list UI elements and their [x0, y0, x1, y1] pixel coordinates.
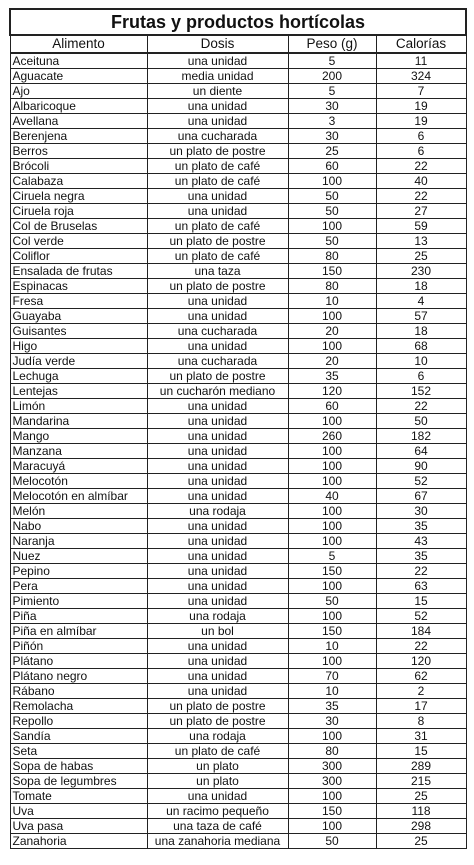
cell-weight: 100 — [288, 729, 376, 744]
cell-food: Uva — [10, 804, 147, 819]
cell-calories: 4 — [376, 294, 466, 309]
cell-calories: 230 — [376, 264, 466, 279]
cell-calories: 289 — [376, 759, 466, 774]
cell-food: Uva pasa — [10, 819, 147, 834]
cell-weight: 120 — [288, 384, 376, 399]
cell-food: Lechuga — [10, 369, 147, 384]
cell-calories: 13 — [376, 234, 466, 249]
cell-weight: 30 — [288, 714, 376, 729]
cell-food: Ciruela roja — [10, 204, 147, 219]
cell-calories: 10 — [376, 354, 466, 369]
cell-dose: un racimo pequeño — [147, 804, 288, 819]
cell-dose: una unidad — [147, 459, 288, 474]
cell-dose: una unidad — [147, 639, 288, 654]
cell-weight: 100 — [288, 819, 376, 834]
cell-food: Sandía — [10, 729, 147, 744]
cell-calories: 22 — [376, 189, 466, 204]
table-row — [10, 474, 466, 489]
cell-dose: una cucharada — [147, 354, 288, 369]
cell-weight: 80 — [288, 249, 376, 264]
cell-dose: una taza — [147, 264, 288, 279]
cell-food: Calabaza — [10, 174, 147, 189]
cell-dose: un plato de postre — [147, 279, 288, 294]
cell-calories: 6 — [376, 129, 466, 144]
cell-calories: 31 — [376, 729, 466, 744]
cell-calories: 15 — [376, 594, 466, 609]
table-row — [10, 53, 466, 69]
table-row — [10, 204, 466, 219]
table-row — [10, 834, 466, 849]
cell-weight: 50 — [288, 594, 376, 609]
cell-dose: un plato de postre — [147, 144, 288, 159]
cell-calories: 2 — [376, 684, 466, 699]
cell-food: Guisantes — [10, 324, 147, 339]
cell-weight: 50 — [288, 234, 376, 249]
table-row — [10, 444, 466, 459]
table-row — [10, 579, 466, 594]
cell-weight: 100 — [288, 414, 376, 429]
cell-calories: 15 — [376, 744, 466, 759]
cell-weight: 100 — [288, 789, 376, 804]
cell-dose: una unidad — [147, 594, 288, 609]
cell-weight: 50 — [288, 189, 376, 204]
cell-food: Sopa de habas — [10, 759, 147, 774]
cell-food: Piña — [10, 609, 147, 624]
cell-food: Zanahoria — [10, 834, 147, 849]
header-dose: Dosis — [147, 35, 288, 53]
cell-dose: un bol — [147, 624, 288, 639]
table-row — [10, 279, 466, 294]
table-row — [10, 654, 466, 669]
cell-weight: 20 — [288, 324, 376, 339]
table-row — [10, 744, 466, 759]
cell-weight: 100 — [288, 174, 376, 189]
cell-weight: 150 — [288, 564, 376, 579]
cell-food: Tomate — [10, 789, 147, 804]
cell-dose: un plato de postre — [147, 234, 288, 249]
cell-weight: 25 — [288, 144, 376, 159]
cell-weight: 80 — [288, 279, 376, 294]
table-row — [10, 324, 466, 339]
table-row — [10, 189, 466, 204]
cell-weight: 100 — [288, 534, 376, 549]
cell-food: Rábano — [10, 684, 147, 699]
cell-weight: 260 — [288, 429, 376, 444]
table-row — [10, 789, 466, 804]
table-row — [10, 144, 466, 159]
cell-food: Plátano negro — [10, 669, 147, 684]
cell-weight: 5 — [288, 53, 376, 69]
cell-calories: 22 — [376, 564, 466, 579]
cell-weight: 10 — [288, 684, 376, 699]
cell-dose: media unidad — [147, 69, 288, 84]
cell-dose: una unidad — [147, 114, 288, 129]
cell-dose: un plato — [147, 774, 288, 789]
cell-food: Col verde — [10, 234, 147, 249]
table-row — [10, 114, 466, 129]
cell-dose: una unidad — [147, 789, 288, 804]
cell-dose: un plato de café — [147, 219, 288, 234]
table-row — [10, 354, 466, 369]
table-row — [10, 609, 466, 624]
cell-food: Melocotón en almíbar — [10, 489, 147, 504]
cell-dose: una unidad — [147, 294, 288, 309]
cell-weight: 100 — [288, 444, 376, 459]
cell-calories: 59 — [376, 219, 466, 234]
cell-dose: una unidad — [147, 189, 288, 204]
table-row — [10, 504, 466, 519]
cell-dose: una unidad — [147, 534, 288, 549]
table-row — [10, 309, 466, 324]
cell-calories: 30 — [376, 504, 466, 519]
nutrition-table-sheet — [9, 8, 465, 849]
cell-food: Berenjena — [10, 129, 147, 144]
cell-dose: una unidad — [147, 429, 288, 444]
cell-calories: 18 — [376, 279, 466, 294]
table-row — [10, 249, 466, 264]
cell-weight: 10 — [288, 639, 376, 654]
cell-food: Espinacas — [10, 279, 147, 294]
table-body — [10, 53, 466, 849]
cell-calories: 22 — [376, 399, 466, 414]
cell-dose: una unidad — [147, 654, 288, 669]
table-row — [10, 369, 466, 384]
cell-calories: 52 — [376, 609, 466, 624]
cell-food: Pepino — [10, 564, 147, 579]
cell-weight: 50 — [288, 204, 376, 219]
cell-calories: 7 — [376, 84, 466, 99]
cell-dose: una rodaja — [147, 504, 288, 519]
cell-weight: 100 — [288, 654, 376, 669]
table-row — [10, 219, 466, 234]
cell-food: Piña en almíbar — [10, 624, 147, 639]
cell-dose: una cucharada — [147, 129, 288, 144]
header-row — [10, 35, 466, 53]
cell-calories: 18 — [376, 324, 466, 339]
cell-dose: una taza de café — [147, 819, 288, 834]
cell-dose: un plato de café — [147, 249, 288, 264]
table-row — [10, 234, 466, 249]
cell-calories: 67 — [376, 489, 466, 504]
cell-weight: 200 — [288, 69, 376, 84]
cell-weight: 100 — [288, 459, 376, 474]
cell-calories: 11 — [376, 53, 466, 69]
cell-food: Lentejas — [10, 384, 147, 399]
cell-calories: 25 — [376, 789, 466, 804]
cell-dose: una unidad — [147, 414, 288, 429]
header-calories: Calorías — [376, 35, 466, 53]
cell-dose: un plato de café — [147, 159, 288, 174]
cell-dose: un diente — [147, 84, 288, 99]
cell-dose: una unidad — [147, 474, 288, 489]
nutrition-table — [9, 8, 467, 849]
cell-calories: 215 — [376, 774, 466, 789]
cell-weight: 100 — [288, 609, 376, 624]
cell-weight: 100 — [288, 579, 376, 594]
cell-food: Aguacate — [10, 69, 147, 84]
cell-calories: 25 — [376, 249, 466, 264]
cell-calories: 8 — [376, 714, 466, 729]
cell-dose: una unidad — [147, 579, 288, 594]
table-row — [10, 594, 466, 609]
cell-calories: 35 — [376, 519, 466, 534]
table-row — [10, 819, 466, 834]
table-row — [10, 69, 466, 84]
cell-food: Col de Bruselas — [10, 219, 147, 234]
table-row — [10, 564, 466, 579]
cell-dose: una unidad — [147, 489, 288, 504]
cell-calories: 182 — [376, 429, 466, 444]
cell-calories: 152 — [376, 384, 466, 399]
cell-dose: una unidad — [147, 399, 288, 414]
cell-dose: un plato de café — [147, 744, 288, 759]
cell-food: Albaricoque — [10, 99, 147, 114]
cell-weight: 10 — [288, 294, 376, 309]
cell-food: Maracuyá — [10, 459, 147, 474]
cell-weight: 30 — [288, 129, 376, 144]
cell-food: Ciruela negra — [10, 189, 147, 204]
cell-dose: una unidad — [147, 669, 288, 684]
cell-food: Brócoli — [10, 159, 147, 174]
cell-weight: 150 — [288, 624, 376, 639]
cell-weight: 3 — [288, 114, 376, 129]
table-row — [10, 339, 466, 354]
table-row — [10, 759, 466, 774]
table-row — [10, 414, 466, 429]
cell-dose: una unidad — [147, 444, 288, 459]
cell-weight: 60 — [288, 399, 376, 414]
cell-calories: 22 — [376, 159, 466, 174]
cell-weight: 300 — [288, 774, 376, 789]
cell-dose: una unidad — [147, 684, 288, 699]
cell-food: Nabo — [10, 519, 147, 534]
cell-calories: 17 — [376, 699, 466, 714]
table-row — [10, 549, 466, 564]
cell-food: Repollo — [10, 714, 147, 729]
cell-food: Remolacha — [10, 699, 147, 714]
cell-food: Plátano — [10, 654, 147, 669]
table-row — [10, 384, 466, 399]
cell-dose: un cucharón mediano — [147, 384, 288, 399]
cell-dose: una unidad — [147, 339, 288, 354]
cell-calories: 50 — [376, 414, 466, 429]
cell-dose: un plato de postre — [147, 699, 288, 714]
cell-weight: 80 — [288, 744, 376, 759]
cell-food: Ensalada de frutas — [10, 264, 147, 279]
cell-food: Melocotón — [10, 474, 147, 489]
cell-food: Coliflor — [10, 249, 147, 264]
cell-food: Avellana — [10, 114, 147, 129]
cell-weight: 100 — [288, 219, 376, 234]
cell-food: Higo — [10, 339, 147, 354]
table-row — [10, 294, 466, 309]
cell-food: Aceituna — [10, 53, 147, 69]
cell-weight: 100 — [288, 504, 376, 519]
cell-calories: 57 — [376, 309, 466, 324]
table-row — [10, 684, 466, 699]
cell-calories: 184 — [376, 624, 466, 639]
cell-calories: 62 — [376, 669, 466, 684]
cell-food: Mango — [10, 429, 147, 444]
table-row — [10, 534, 466, 549]
cell-weight: 5 — [288, 84, 376, 99]
cell-food: Guayaba — [10, 309, 147, 324]
cell-weight: 100 — [288, 474, 376, 489]
cell-food: Mandarina — [10, 414, 147, 429]
cell-food: Naranja — [10, 534, 147, 549]
cell-calories: 68 — [376, 339, 466, 354]
cell-food: Fresa — [10, 294, 147, 309]
cell-weight: 5 — [288, 549, 376, 564]
table-row — [10, 99, 466, 114]
cell-food: Judía verde — [10, 354, 147, 369]
cell-dose: un plato de postre — [147, 369, 288, 384]
cell-weight: 100 — [288, 309, 376, 324]
cell-dose: una rodaja — [147, 609, 288, 624]
cell-dose: una rodaja — [147, 729, 288, 744]
table-row — [10, 429, 466, 444]
cell-calories: 6 — [376, 369, 466, 384]
table-row — [10, 489, 466, 504]
cell-dose: una unidad — [147, 99, 288, 114]
cell-calories: 63 — [376, 579, 466, 594]
cell-food: Seta — [10, 744, 147, 759]
cell-dose: una unidad — [147, 204, 288, 219]
cell-dose: una unidad — [147, 519, 288, 534]
table-row — [10, 699, 466, 714]
cell-calories: 27 — [376, 204, 466, 219]
table-title: Frutas y productos hortícolas — [10, 9, 466, 35]
cell-weight: 30 — [288, 99, 376, 114]
table-row — [10, 459, 466, 474]
cell-calories: 64 — [376, 444, 466, 459]
cell-weight: 20 — [288, 354, 376, 369]
cell-dose: un plato de café — [147, 174, 288, 189]
cell-calories: 324 — [376, 69, 466, 84]
cell-calories: 43 — [376, 534, 466, 549]
cell-food: Berros — [10, 144, 147, 159]
cell-dose: una zanahoria mediana — [147, 834, 288, 849]
table-row — [10, 714, 466, 729]
cell-calories: 52 — [376, 474, 466, 489]
cell-weight: 60 — [288, 159, 376, 174]
cell-food: Nuez — [10, 549, 147, 564]
cell-calories: 90 — [376, 459, 466, 474]
table-row — [10, 669, 466, 684]
table-row — [10, 729, 466, 744]
cell-weight: 150 — [288, 264, 376, 279]
table-row — [10, 129, 466, 144]
cell-calories: 120 — [376, 654, 466, 669]
cell-dose: un plato de postre — [147, 714, 288, 729]
cell-dose: una unidad — [147, 564, 288, 579]
table-row — [10, 519, 466, 534]
table-row — [10, 804, 466, 819]
cell-dose: una unidad — [147, 309, 288, 324]
cell-calories: 298 — [376, 819, 466, 834]
cell-food: Sopa de legumbres — [10, 774, 147, 789]
table-row — [10, 399, 466, 414]
cell-calories: 35 — [376, 549, 466, 564]
cell-food: Pera — [10, 579, 147, 594]
table-row — [10, 639, 466, 654]
cell-weight: 70 — [288, 669, 376, 684]
cell-calories: 25 — [376, 834, 466, 849]
cell-food: Pimiento — [10, 594, 147, 609]
cell-calories: 22 — [376, 639, 466, 654]
cell-dose: una unidad — [147, 549, 288, 564]
cell-calories: 19 — [376, 99, 466, 114]
cell-weight: 300 — [288, 759, 376, 774]
table-row — [10, 159, 466, 174]
cell-weight: 40 — [288, 489, 376, 504]
cell-calories: 40 — [376, 174, 466, 189]
cell-dose: una cucharada — [147, 324, 288, 339]
cell-food: Ajo — [10, 84, 147, 99]
header-food: Alimento — [10, 35, 147, 53]
cell-weight: 150 — [288, 804, 376, 819]
table-row — [10, 624, 466, 639]
cell-calories: 118 — [376, 804, 466, 819]
cell-weight: 35 — [288, 369, 376, 384]
cell-dose: una unidad — [147, 53, 288, 69]
cell-food: Limón — [10, 399, 147, 414]
table-row — [10, 264, 466, 279]
cell-calories: 6 — [376, 144, 466, 159]
cell-calories: 19 — [376, 114, 466, 129]
header-weight: Peso (g) — [288, 35, 376, 53]
cell-food: Piñón — [10, 639, 147, 654]
table-row — [10, 84, 466, 99]
cell-food: Manzana — [10, 444, 147, 459]
table-row — [10, 774, 466, 789]
table-row — [10, 174, 466, 189]
cell-weight: 50 — [288, 834, 376, 849]
cell-weight: 100 — [288, 519, 376, 534]
cell-food: Melón — [10, 504, 147, 519]
cell-dose: un plato — [147, 759, 288, 774]
cell-weight: 100 — [288, 339, 376, 354]
cell-weight: 35 — [288, 699, 376, 714]
